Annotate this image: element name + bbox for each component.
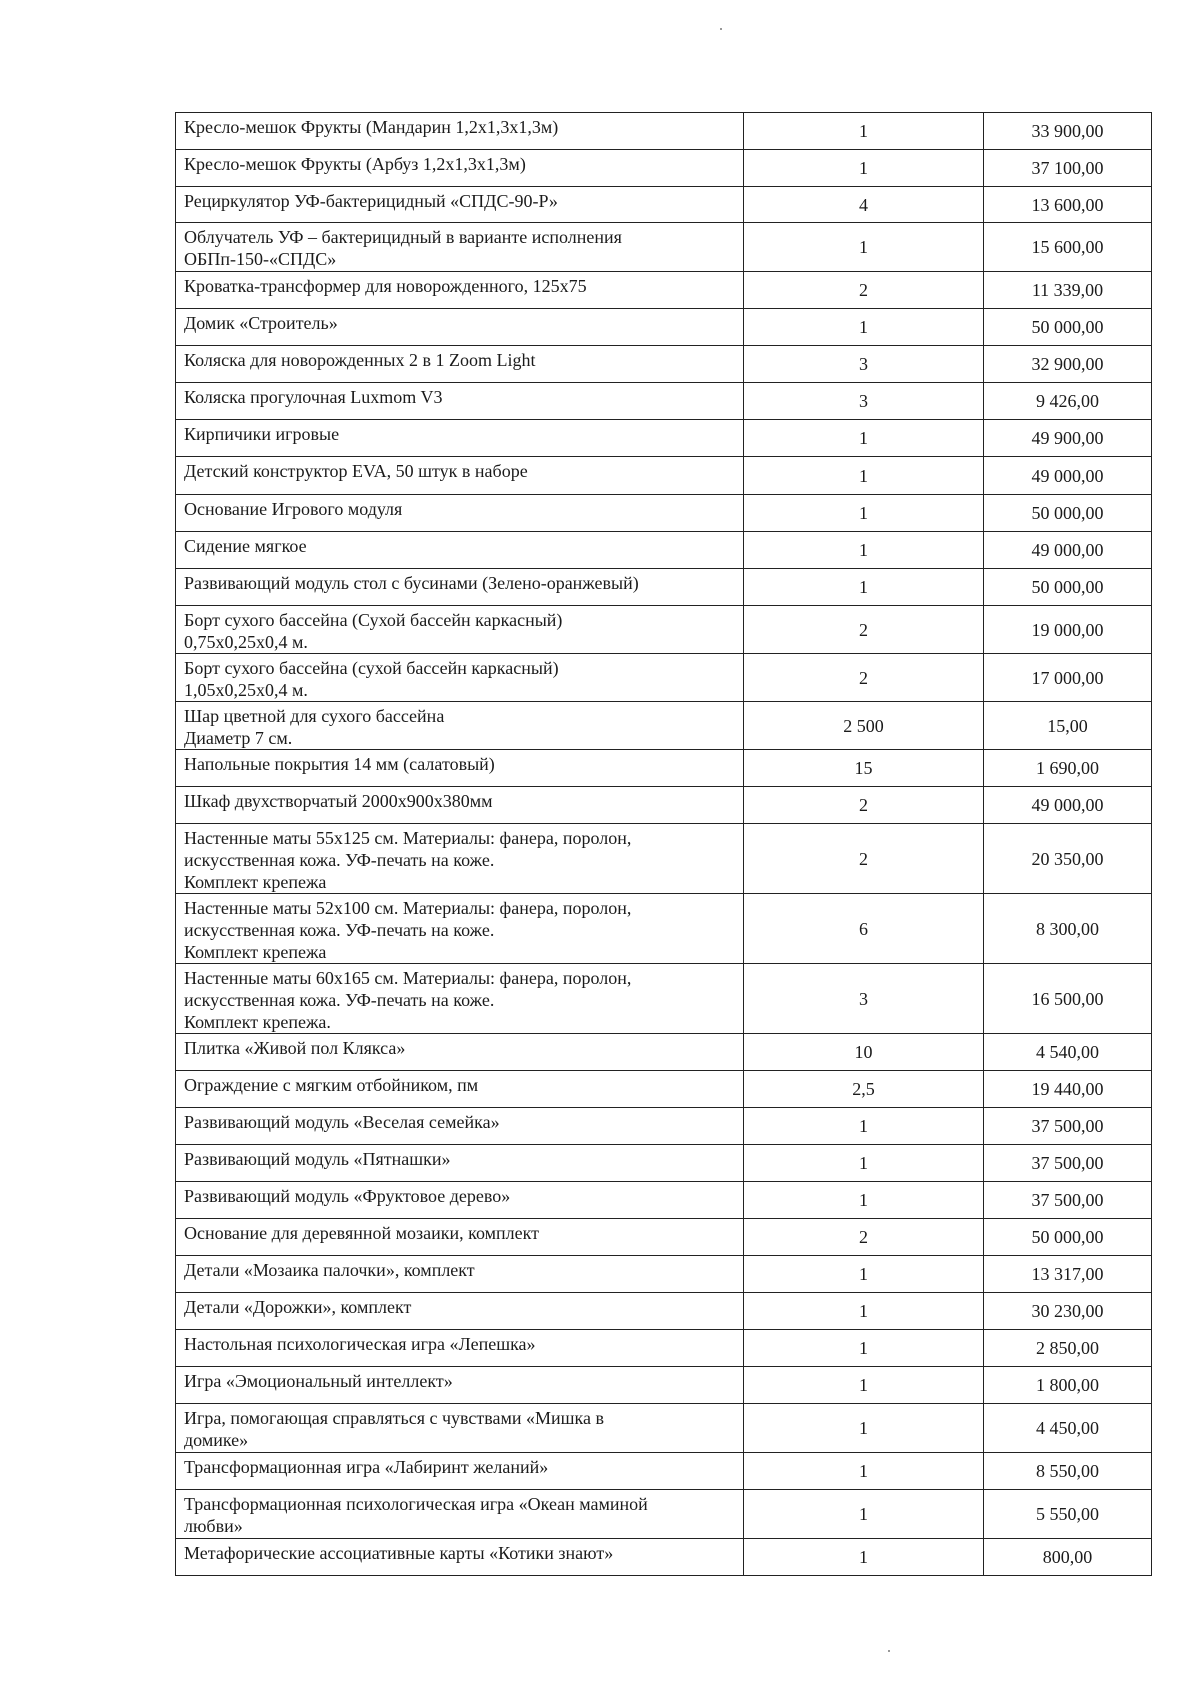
price-cell: 49 000,00	[984, 532, 1152, 569]
table-row	[176, 1071, 1152, 1108]
quantity-cell: 1	[744, 1256, 984, 1293]
quantity-cell: 1	[744, 1404, 984, 1453]
quantity-cell: 1	[744, 569, 984, 606]
table-row	[176, 457, 1152, 495]
item-name-cell: Кирпичики игровые	[176, 420, 744, 457]
quantity-cell: 1	[744, 457, 984, 495]
quantity-cell: 1	[744, 223, 984, 272]
item-name-cell: Настенные маты 52х100 см. Материалы: фанера, поролон, искусственная кожа. УФ-печать на коже. Комплект крепежа	[176, 894, 744, 964]
table-row	[176, 150, 1152, 187]
quantity-cell: 6	[744, 894, 984, 964]
table-row	[176, 420, 1152, 457]
item-name-cell: Трансформационная психологическая игра «Океан маминой любви»	[176, 1490, 744, 1539]
price-cell: 800,00	[984, 1539, 1152, 1576]
price-cell: 1 800,00	[984, 1367, 1152, 1404]
item-name-cell: Кресло-мешок Фрукты (Мандарин 1,2х1,3х1,3м)	[176, 113, 744, 150]
table-row	[176, 1256, 1152, 1293]
item-name-cell: Развивающий модуль «Фруктовое дерево»	[176, 1182, 744, 1219]
quantity-cell: 10	[744, 1034, 984, 1071]
price-cell: 5 550,00	[984, 1490, 1152, 1539]
item-name-cell: Детский конструктор EVA, 50 штук в наборе	[176, 457, 744, 495]
price-cell: 16 500,00	[984, 964, 1152, 1034]
table-row	[176, 1145, 1152, 1182]
item-name-cell: Игра, помогающая справляться с чувствами «Мишка в домике»	[176, 1404, 744, 1453]
item-name-cell: Напольные покрытия 14 мм (салатовый)	[176, 750, 744, 787]
quantity-cell: 1	[744, 532, 984, 569]
table-row	[176, 532, 1152, 569]
price-cell: 30 230,00	[984, 1293, 1152, 1330]
quantity-cell: 1	[744, 1293, 984, 1330]
price-cell: 49 900,00	[984, 420, 1152, 457]
item-name-cell: Коляска для новорожденных 2 в 1 Zoom Light	[176, 346, 744, 383]
price-cell: 17 000,00	[984, 654, 1152, 702]
item-name-cell: Основание для деревянной мозаики, комплект	[176, 1219, 744, 1256]
table-row	[176, 1108, 1152, 1145]
table-row	[176, 223, 1152, 272]
price-cell: 37 500,00	[984, 1145, 1152, 1182]
item-name-cell: Борт сухого бассейна (сухой бассейн каркасный) 1,05х0,25х0,4 м.	[176, 654, 744, 702]
price-cell: 32 900,00	[984, 346, 1152, 383]
price-cell: 8 300,00	[984, 894, 1152, 964]
price-cell: 49 000,00	[984, 787, 1152, 824]
quantity-cell: 2 500	[744, 702, 984, 750]
price-cell: 13 600,00	[984, 187, 1152, 223]
item-name-cell: Настенные маты 60х165 см. Материалы: фанера, поролон, искусственная кожа. УФ-печать на коже. Комплект крепежа.	[176, 964, 744, 1034]
item-name-cell: Шкаф двухстворчатый 2000х900х380мм	[176, 787, 744, 824]
table-row	[176, 1182, 1152, 1219]
quantity-cell: 1	[744, 1367, 984, 1404]
table-row	[176, 346, 1152, 383]
item-name-cell: Шар цветной для сухого бассейна Диаметр 7 см.	[176, 702, 744, 750]
item-name-cell: Коляска прогулочная Luxmom V3	[176, 383, 744, 420]
quantity-cell: 2	[744, 824, 984, 894]
price-cell: 15 600,00	[984, 223, 1152, 272]
table-row	[176, 1404, 1152, 1453]
scan-speck	[888, 1650, 890, 1652]
price-cell: 37 100,00	[984, 150, 1152, 187]
item-name-cell: Кроватка-трансформер для новорожденного, 125х75	[176, 272, 744, 309]
price-cell: 9 426,00	[984, 383, 1152, 420]
item-name-cell: Ограждение с мягким отбойником, пм	[176, 1071, 744, 1108]
quantity-cell: 2	[744, 606, 984, 654]
quantity-cell: 1	[744, 150, 984, 187]
price-cell: 37 500,00	[984, 1182, 1152, 1219]
price-cell: 50 000,00	[984, 309, 1152, 346]
table-row	[176, 894, 1152, 964]
item-name-cell: Основание Игрового модуля	[176, 495, 744, 532]
quantity-cell: 1	[744, 1453, 984, 1490]
price-cell: 33 900,00	[984, 113, 1152, 150]
price-cell: 4 450,00	[984, 1404, 1152, 1453]
table-row	[176, 964, 1152, 1034]
table-row	[176, 495, 1152, 532]
table-row	[176, 654, 1152, 702]
equipment-table	[175, 112, 1152, 1576]
table-row	[176, 309, 1152, 346]
quantity-cell: 1	[744, 495, 984, 532]
table-row	[176, 824, 1152, 894]
quantity-cell: 2	[744, 787, 984, 824]
quantity-cell: 1	[744, 1330, 984, 1367]
quantity-cell: 3	[744, 346, 984, 383]
item-name-cell: Развивающий модуль «Пятнашки»	[176, 1145, 744, 1182]
quantity-cell: 15	[744, 750, 984, 787]
price-cell: 4 540,00	[984, 1034, 1152, 1071]
table-row	[176, 1367, 1152, 1404]
table-row	[176, 1330, 1152, 1367]
table-row	[176, 272, 1152, 309]
item-name-cell: Трансформационная игра «Лабиринт желаний»	[176, 1453, 744, 1490]
quantity-cell: 1	[744, 1145, 984, 1182]
quantity-cell: 3	[744, 383, 984, 420]
quantity-cell: 3	[744, 964, 984, 1034]
price-cell: 11 339,00	[984, 272, 1152, 309]
table-row	[176, 606, 1152, 654]
item-name-cell: Метафорические ассоциативные карты «Котики знают»	[176, 1539, 744, 1576]
table-row	[176, 569, 1152, 606]
price-cell: 15,00	[984, 702, 1152, 750]
price-cell: 49 000,00	[984, 457, 1152, 495]
item-name-cell: Детали «Мозаика палочки», комплект	[176, 1256, 744, 1293]
item-name-cell: Сидение мягкое	[176, 532, 744, 569]
price-cell: 50 000,00	[984, 569, 1152, 606]
price-cell: 37 500,00	[984, 1108, 1152, 1145]
table-row	[176, 1034, 1152, 1071]
item-name-cell: Детали «Дорожки», комплект	[176, 1293, 744, 1330]
quantity-cell: 1	[744, 1490, 984, 1539]
price-cell: 50 000,00	[984, 1219, 1152, 1256]
quantity-cell: 4	[744, 187, 984, 223]
item-name-cell: Развивающий модуль стол с бусинами (Зелено-оранжевый)	[176, 569, 744, 606]
quantity-cell: 1	[744, 1108, 984, 1145]
item-name-cell: Облучатель УФ – бактерицидный в варианте исполнения ОБПп-150-«СПДС»	[176, 223, 744, 272]
item-name-cell: Домик «Строитель»	[176, 309, 744, 346]
item-name-cell: Кресло-мешок Фрукты (Арбуз 1,2х1,3х1,3м)	[176, 150, 744, 187]
item-name-cell: Настенные маты 55х125 см. Материалы: фанера, поролон, искусственная кожа. УФ-печать на коже. Комплект крепежа	[176, 824, 744, 894]
table-row	[176, 1453, 1152, 1490]
item-name-cell: Рециркулятор УФ-бактерицидный «СПДС-90-Р»	[176, 187, 744, 223]
quantity-cell: 1	[744, 420, 984, 457]
table-row	[176, 787, 1152, 824]
item-name-cell: Развивающий модуль «Веселая семейка»	[176, 1108, 744, 1145]
item-name-cell: Игра «Эмоциональный интеллект»	[176, 1367, 744, 1404]
quantity-cell: 2	[744, 654, 984, 702]
table-row	[176, 1490, 1152, 1539]
quantity-cell: 1	[744, 309, 984, 346]
table-row	[176, 187, 1152, 223]
quantity-cell: 1	[744, 1539, 984, 1576]
quantity-cell: 1	[744, 113, 984, 150]
table-row	[176, 750, 1152, 787]
price-cell: 13 317,00	[984, 1256, 1152, 1293]
price-cell: 2 850,00	[984, 1330, 1152, 1367]
price-cell: 19 000,00	[984, 606, 1152, 654]
table-row	[176, 383, 1152, 420]
table-row	[176, 113, 1152, 150]
table-body	[176, 113, 1152, 1576]
item-name-cell: Настольная психологическая игра «Лепешка»	[176, 1330, 744, 1367]
item-name-cell: Борт сухого бассейна (Сухой бассейн каркасный) 0,75х0,25х0,4 м.	[176, 606, 744, 654]
quantity-cell: 2,5	[744, 1071, 984, 1108]
table-row	[176, 1539, 1152, 1576]
price-cell: 8 550,00	[984, 1453, 1152, 1490]
table-row	[176, 702, 1152, 750]
item-name-cell: Плитка «Живой пол Клякса»	[176, 1034, 744, 1071]
price-cell: 20 350,00	[984, 824, 1152, 894]
table-row	[176, 1219, 1152, 1256]
price-cell: 50 000,00	[984, 495, 1152, 532]
price-cell: 1 690,00	[984, 750, 1152, 787]
quantity-cell: 1	[744, 1182, 984, 1219]
table-row	[176, 1293, 1152, 1330]
scan-speck	[720, 28, 722, 30]
price-cell: 19 440,00	[984, 1071, 1152, 1108]
quantity-cell: 2	[744, 1219, 984, 1256]
quantity-cell: 2	[744, 272, 984, 309]
